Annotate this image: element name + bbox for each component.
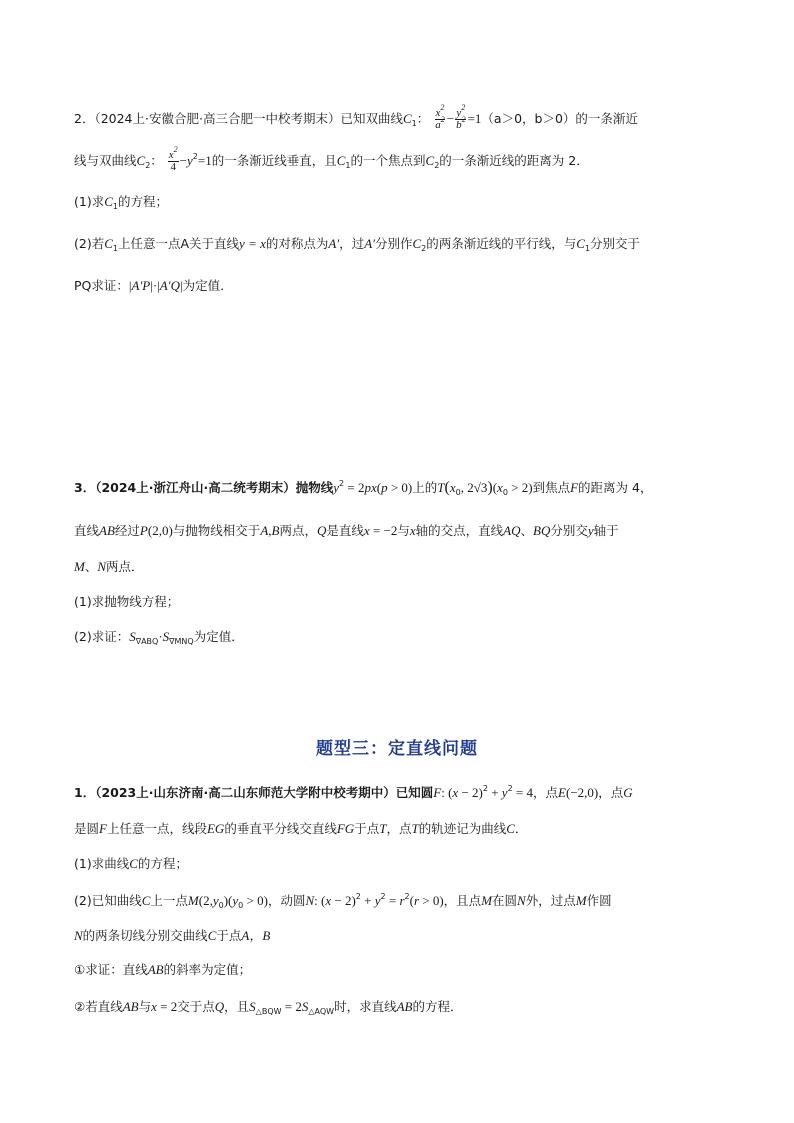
text: 的方程； <box>137 856 188 871</box>
fraction-y2-b2: $\frac{y^2}{b^2}$ <box>456 103 466 131</box>
text: 两点． <box>106 559 144 574</box>
text: 于点 <box>216 928 242 943</box>
text: 在圆 <box>492 893 518 908</box>
text: (1)求曲线 <box>74 856 130 871</box>
fraction-x2-a2: $\frac{x^2}{a^2}$ <box>435 103 445 131</box>
text: 与 <box>138 999 152 1014</box>
text: ，动圆 <box>267 893 306 908</box>
hyperbola-condition: （a＞0，b＞0）的一条渐近 <box>481 111 638 126</box>
problem2-line1: 2．（2024上·安徽合肥·高三合肥一中校考期末）已知双曲线$C_1$： $\frac{x^2}{a^2}$ − $\frac{y^2}{b^2}$ =1（a＞0，b＞0）的一条渐近 <box>74 103 638 131</box>
text: 线与双曲线 <box>74 153 137 168</box>
text: 的轨迹记为曲线 <box>418 821 507 836</box>
text: 上任意一点，线段 <box>106 821 207 836</box>
c2-symbol: C <box>136 153 146 168</box>
problem2-q2-line2: PQ求证：|A′P|·|A′Q|为定值． <box>74 278 233 293</box>
text: ，点 <box>533 785 559 800</box>
problem3-q2: (2)求证：$S_{\nabla ABQ}\cdot S_{\nabla MNQ}$为定值． <box>74 629 244 646</box>
text: 上的 <box>412 480 438 495</box>
text: (1)求 <box>74 194 105 209</box>
problem2-q2: (2)若$C_1$上任意一点A关于直线y = x的对称点为A′，过A′分别作$C_2$的两条渐近线的平行线，与$C_1$分别交于 <box>74 236 641 253</box>
text: 与抛物线相交于 <box>172 523 261 538</box>
text: 是直线 <box>326 523 364 538</box>
problem1-sub2: ②若直线AB与x = 2交于点Q，且$S_{\triangle BQW} = 2S_{\triangle AQW}$时，求直线AB的方程． <box>74 999 463 1016</box>
text: (2)已知曲线 <box>74 893 142 908</box>
section-heading: 题型三：定直线问题 <box>316 739 478 759</box>
text: 到焦点 <box>532 480 571 495</box>
text: 交于点 <box>177 999 215 1014</box>
text: 的两条切线分别交曲线 <box>82 928 208 943</box>
c1-symbol: C <box>402 111 412 126</box>
text: 为定值． <box>193 629 244 644</box>
fraction-x2-4: $\frac{x^2}{4}$ <box>168 145 178 173</box>
text: 的对称点为 <box>265 236 329 251</box>
text: 的距离为 4， <box>578 480 653 495</box>
text: ，且点 <box>443 893 482 908</box>
text: ，点 <box>386 821 412 836</box>
text: 分别作 <box>374 236 413 251</box>
text: 外，过点 <box>525 893 576 908</box>
problem1-line2: 是圆F上任意一点，线段EG的垂直平分线交直线FG于点T，点T的轨迹记为曲线C． <box>74 821 528 836</box>
text: (2)求证： <box>74 629 130 644</box>
problem1-line1: 1．（2023上·山东济南·高二山东师范大学附中校考期中）已知圆F: $(x - 2)^2 + y^2 = 4$，点E(−2,0)，点G <box>74 784 633 800</box>
text: 的垂直平分线交直线 <box>224 821 337 836</box>
problem3-q1 <box>74 593 179 611</box>
problem1-q1: (1)求曲线C的方程； <box>74 856 188 871</box>
text: ②若直线 <box>74 999 123 1014</box>
text: 作圆 <box>586 893 612 908</box>
text: 与 <box>397 523 410 538</box>
problem3-line1: 3．（2024上·浙江舟山·高二统考期末）抛物线$y^2 = 2px(p > 0)$上的$T(x_0$, $2√3)(x_0 > 2)$到焦点F的距离为 4， <box>74 479 653 497</box>
text: 上一点 <box>150 893 188 908</box>
text: 的一条渐近线垂直，且 <box>211 153 337 168</box>
text: 的方程； <box>117 194 168 209</box>
text: ，点 <box>598 785 624 800</box>
problem1-q2-line2: N的两条切线分别交曲线C于点A，B <box>74 928 271 943</box>
text: 于点 <box>354 821 380 836</box>
text: 1．（2023上·山东济南·高二山东师范大学附中校考期中）已知圆 <box>74 785 434 800</box>
text: 3．（2024上·浙江舟山·高二统考期末）抛物线 <box>74 480 334 495</box>
text: (2)若 <box>74 236 105 251</box>
text: ①求证：直线 <box>74 962 148 977</box>
text: 时，求直线 <box>334 999 397 1014</box>
problem2-q1: (1)求$C_1$的方程； <box>74 194 168 211</box>
problem2-line2: 线与双曲线$C_2$： $\frac{x^2}{4}$ $-y^2=1$的一条渐近线垂直，且$C_1$的一个焦点到$C_2$的一条渐近线的距离为 2． <box>74 145 589 173</box>
text: (1)求抛物线方程； <box>74 594 180 609</box>
problem3-line3: M、N两点． <box>74 559 144 574</box>
problem1-q2: (2)已知曲线C上一点$M(2,y_0)(y_0 > 0)$，动圆N: $(x - 2)^2 + y^2 = r^2(r > 0)$，且点M在圆N外，过点M作圆 <box>74 892 612 910</box>
text: 两点， <box>279 523 317 538</box>
text: 分别交 <box>550 523 588 538</box>
text: ，且 <box>224 999 250 1014</box>
text: 经过 <box>114 523 140 538</box>
text: 上任意一点A关于直线 <box>117 236 240 251</box>
text: 的两条渐近线的平行线，与 <box>426 236 577 251</box>
text: 轴于 <box>593 523 619 538</box>
text: 是圆 <box>74 821 100 836</box>
colon: ： <box>416 111 430 126</box>
problem3-line2: 直线AB经过P(2,0)与抛物线相交于A,B两点，Q是直线x = −2与x轴的交点，直线AQ、BQ分别交y轴于 <box>74 523 619 538</box>
text: 直线 <box>74 523 100 538</box>
text: 的斜率为定值； <box>163 962 252 977</box>
text: 的方程． <box>412 999 463 1014</box>
text: ，过 <box>339 236 365 251</box>
text: 的一个焦点到 <box>350 153 426 168</box>
problem2-intro: 2．（2024上·安徽合肥·高三合肥一中校考期末）已知双曲线 <box>74 111 403 126</box>
text: 轴的交点，直线 <box>415 523 504 538</box>
text: 为定值． <box>182 278 233 293</box>
problem1-sub1: ①求证：直线AB的斜率为定值； <box>74 962 252 977</box>
text: PQ求证： <box>74 278 129 293</box>
text: 分别交于 <box>590 236 641 251</box>
text: 的一条渐近线的距离为 2． <box>439 153 589 168</box>
